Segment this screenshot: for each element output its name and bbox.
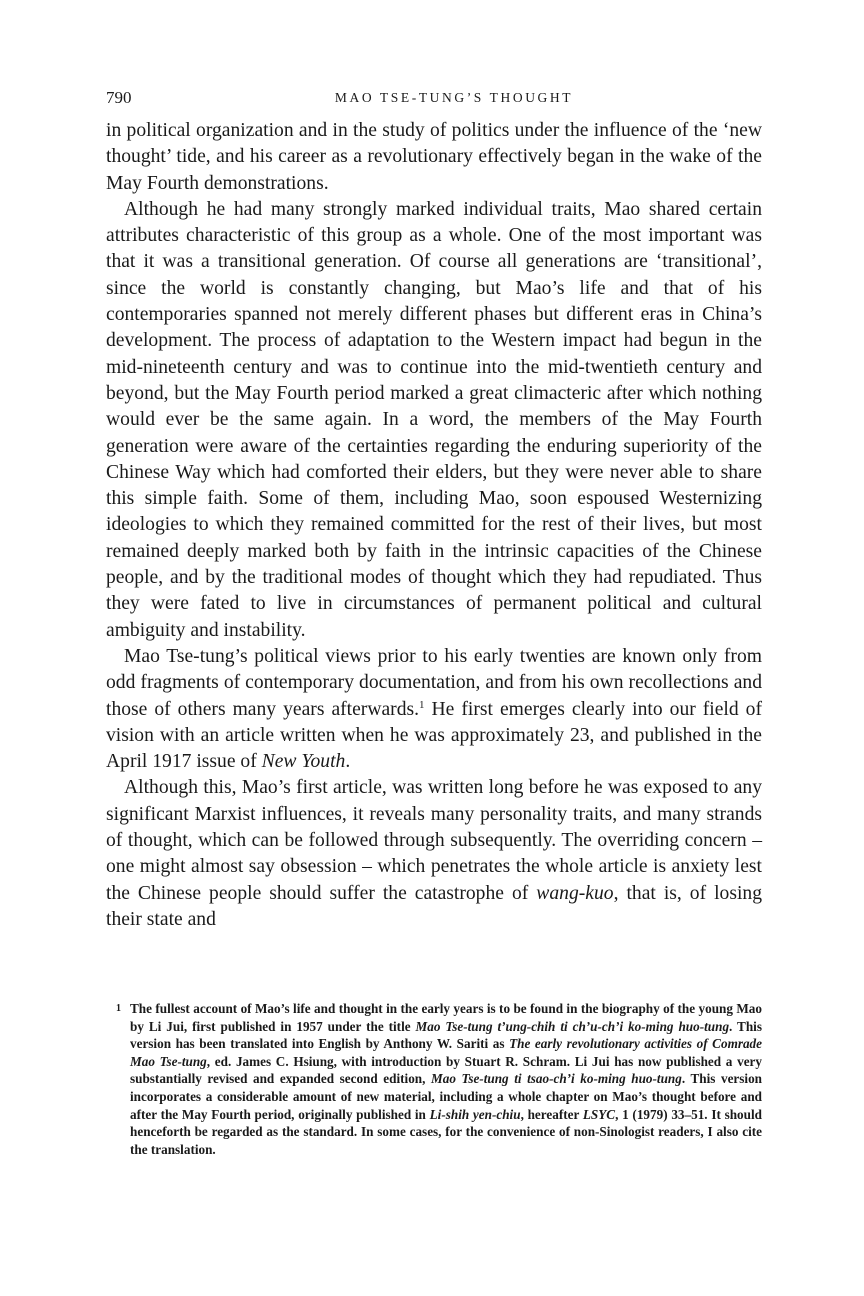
paragraph — [106, 775, 762, 933]
footnote-text: The fullest account of Mao’s life and thought in the early years is to be found in the biography of the young Mao by Li Jui, first published in 1957 under the title — [130, 1001, 762, 1034]
footnote-title: The early revolutionary activities of Comrade Mao Tse-tung — [130, 1036, 763, 1069]
footnote-title: Mao Tse-tung t’ung-chih ti ch’u-ch’i ko-ming huo-tung — [415, 1018, 730, 1034]
footnote-text: , ed. James C. Hsiung, with introduction by Stuart R. Schram. Li Jui has now published a very substantially revised and expanded second edition, — [130, 1053, 762, 1087]
book-page — [106, 88, 762, 933]
paragraph-text: Although this, Mao’s first article, was written long before he was exposed to any significant Marxist influences, it reveals many personality traits, and many strands of thought, which can be followed through subsequently. The overriding concern – one might almost say obsession – which penetrates the whole article is anxiety lest the Chinese people should suffer the catastrophe of — [106, 777, 762, 904]
footnote-reference[interactable]: 1 — [419, 698, 425, 711]
page-header — [106, 88, 762, 118]
page-number: 790 — [106, 88, 132, 107]
paragraph-text: Mao Tse-tung’s political views prior to his early twenties are known only from odd fragments of contemporary documentation, and from his own recollections and those of others many years afterwards. — [106, 645, 762, 720]
paragraph: in political organization and in the study of politics under the influence of the ‘new thought’ tide, and his career as a revolutionary effectively began in the wake of the May Fourth demonstrations. — [106, 120, 762, 194]
paragraph: Although he had many strongly marked individual traits, Mao shared certain attributes characteristic of this group as a whole. One of the most important was that it was a transitional generation. Of course all generations are ‘transitional’, since the world is constantly changing, but Mao’s life and that of his contemporaries spanned not merely different phases but different eras in China’s development. The process of adaptation to the Western impact had begun in the mid-nineteenth century and was to continue into the mid-twentieth century and beyond, but the May Fourth period marked a great climacteric after which nothing would ever be the same again. In a word, the members of the May Fourth generation were aware of the certainties regarding the enduring superiority of the Chinese Way which had comforted their elders, but they were never able to share this simple faith. Some of them, including Mao, soon espoused Westernizing ideologies to which they remained committed for the rest of their lives, but most remained deeply marked both by faith in the intrinsic capacities of the Chinese people, and by the traditional modes of thought which they had repudiated. Thus they were fated to live in circumstances of permanent political and cultural ambiguity and instability. — [106, 198, 762, 641]
footnote-text: . This version has been translated into English by Anthony W. Sariti as — [130, 1018, 762, 1052]
footnote-text: . This version incorporates a considerable amount of new material, including a whole chapter on Mao’s thought before and after the May Fourth period, originally published in — [130, 1071, 763, 1122]
footnote-title: Li-shih yen-chiu — [429, 1106, 521, 1122]
footnote-text: , 1 (1979) 33–51. It should henceforth be regarded as the standard. In some cases, for the convenience of non-Sinologist readers, I also cite the translation. — [130, 1106, 762, 1157]
footnote-abbreviation: LSYC — [582, 1106, 616, 1122]
paragraph-text: . — [345, 751, 351, 773]
footnote-text: , hereafter — [520, 1106, 583, 1122]
running-title: MAO TSE-TUNG’S THOUGHT — [334, 90, 574, 105]
footnote — [116, 1000, 763, 1158]
term-italic: wang-kuo — [536, 882, 614, 904]
paragraph — [106, 644, 762, 775]
journal-title: New Youth — [261, 751, 346, 773]
footnote-title: Mao Tse-tung ti tsao-ch’i ko-ming huo-tung — [431, 1071, 682, 1087]
paragraph-text: He first emerges clearly into our field of vision with an article written when he was approximately 23, and published in the April 1917 issue of — [106, 698, 762, 773]
footnote-mark: 1 — [116, 1003, 121, 1014]
paragraph-text: , that is, of losing their state and — [106, 882, 762, 930]
main-text — [106, 118, 762, 933]
